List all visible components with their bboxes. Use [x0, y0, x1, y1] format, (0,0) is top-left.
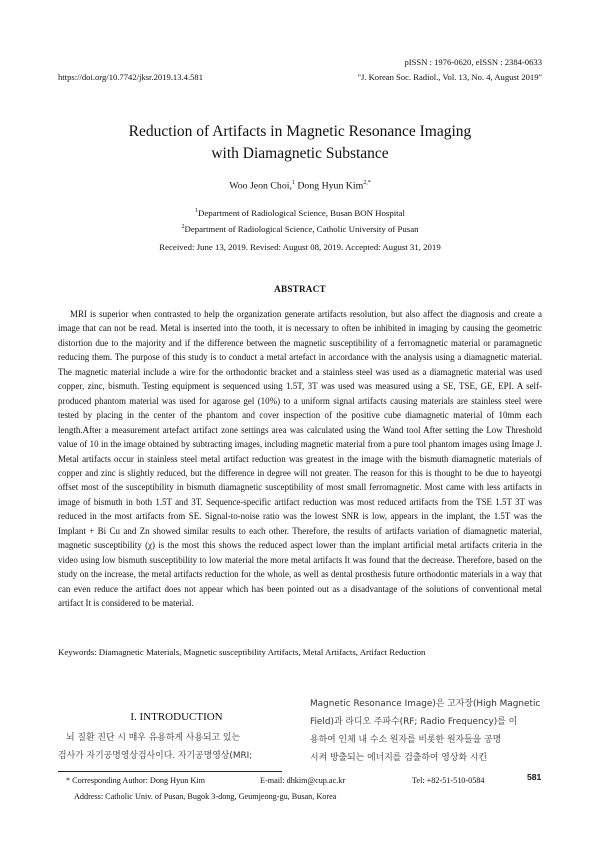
journal-citation: "J. Korean Soc. Radiol., Vol. 13, No. 4, August 2019": [357, 72, 542, 82]
submission-dates: Received: June 13, 2019. Revised: August 08, 2019. Accepted: August 31, 2019: [159, 242, 441, 252]
contact-email[interactable]: E-mail: dhkim@cup.ac.kr: [260, 776, 346, 785]
affiliation-2: [0, 219, 600, 237]
text-line: 시켜 방출되는 에너지를 검출하여 영상화 시킨: [310, 753, 487, 763]
text-line: 용하여 인체 내 수소 원자를 비롯한 원자들을 공명: [310, 735, 502, 745]
section-heading-introduction: I. INTRODUCTION: [130, 711, 223, 723]
affil-text: Department of Radiological Science, Catholic University of Pusan: [184, 223, 419, 234]
text-line: 검사가 자기공명영상검사이다. 자기공명영상(MRI;: [58, 751, 253, 761]
affil-marker: 1: [195, 208, 199, 214]
author-name: Woo Jeon Choi,: [229, 180, 292, 192]
intro-left-text: [58, 729, 295, 765]
intro-right-column: [310, 695, 543, 767]
paper-title-line1: Reduction of Artifacts in Magnetic Resonance Imaging: [128, 123, 472, 140]
text-line: 뇌 질환 진단 시 매우 유용하게 사용되고 있는: [66, 733, 241, 743]
author-affil-marker: 2,*: [363, 180, 371, 186]
page-number: 581: [527, 772, 542, 782]
keywords: Keywords: Diamagnetic Materials, Magnetic susceptibility Artifacts, Metal Artifacts, Artifact Reduction: [58, 647, 426, 657]
paper-title-line2: with Diamagnetic Substance: [211, 145, 389, 162]
text-line: Magnetic Resonance Image)은 고자장(High Magnetic: [310, 699, 541, 709]
affil-text: Department of Radiological Science, Busan BON Hospital: [198, 207, 405, 218]
text-line: Field)과 라디오 주파수(RF; Radio Frequency)를 이: [310, 717, 518, 727]
issn-line: pISSN : 1976-0620, eISSN : 2384-0633: [404, 57, 542, 67]
affil-marker: 2: [181, 224, 185, 230]
intro-left-column: [58, 711, 295, 765]
abstract-body: [58, 307, 542, 611]
doi-link[interactable]: https://doi.org/10.7742/jksr.2019.13.4.581: [58, 72, 203, 82]
contact-address: Address: Catholic Univ. of Pusan, Bugok 3-dong, Geumjeong-gu, Busan, Korea: [74, 792, 337, 801]
corresponding-author: * Corresponding Author: Dong Hyun Kim: [66, 776, 205, 785]
footnote-divider: [58, 771, 282, 772]
author-list: [0, 180, 600, 191]
author-affil-marker: 1: [291, 180, 295, 186]
abstract-paragraph: MRI is superior when contrasted to help the organization generate artifacts resolution, but also affect the diagnosis and create a image that can not be read. Metal is inserted into the tooth, it is necessary to often be inhibited in imaging by causing the geometric distortion due to the majority and if the difference between the magnetic susceptibility of a ferromagnetic material or paramagnetic reducing them. The purpose of this study is to conduct a metal artefact in accordance with the analysis using a diamagnetic material. The magnetic material include a wire for the orthodontic bracket and a stainless steel was used as a diamagnetic material was used copper, zinc, bismuth. Testing equipment is sequenced using 1.5T, 3T was used was measured using a SE, TSE, GE, EPI. A self-produced phantom material was used for agarose gel (10%) to a uniform signal artifacts causing materials are stainless steel were tested by placing in the center of the phantom and cover inspection of the positive cube diamagnetic material of 10mm each length.After a measurement artefact artifact zone settings area was calculated using the Wand tool After setting the Low Threshold value of 10 in the image obtained by subtracting images, including magnetic material from a pure tool phantom images using Image J. Metal artifacts occur in stainless steel metal artifact reduction was greatest in the image with the bismuth diamagnetic materials of copper and zinc is slightly reduced, but the difference in degree will not greater. The reason for this is thought to be due to hayeotgi offset most of the susceptibility in bismuth diamagnetic susceptibility of most small ferromagnetic. Most came with less artifacts in image of bismuth in both 1.5T and 3T. Sequence-specific artifact reduction was most reduced artifacts from the TSE 1.5T 3T was reduced in the most artifacts from SE. Signal-to-noise ratio was the lowest SNR is low, appears in the implant, the 1.5T was the Implant + Bi Cu and Zn showed similar results to each other. Therefore, the results of artifacts variation of diamagnetic material, magnetic susceptibility (χ) is the most this shows the reduced aspect lower than the implant artificial metal artifacts criteria in the video using low bismuth susceptibility to low material the more metal artifacts It was found that the decrease. Therefore, based on the study on the increase, the metal artifacts reduction for the whole, as well as dental prosthesis future orthodontic materials in a way that can even reduce the artifact does not appear which has been pointed out as a disadvantage of the solutions of conventional metal artifact It is considered to be material.: [58, 309, 542, 609]
author-name: Dong Hyun Kim: [294, 180, 364, 192]
contact-phone: Tel: +82-51-510-0584: [412, 776, 485, 785]
abstract-heading: ABSTRACT: [274, 284, 326, 294]
